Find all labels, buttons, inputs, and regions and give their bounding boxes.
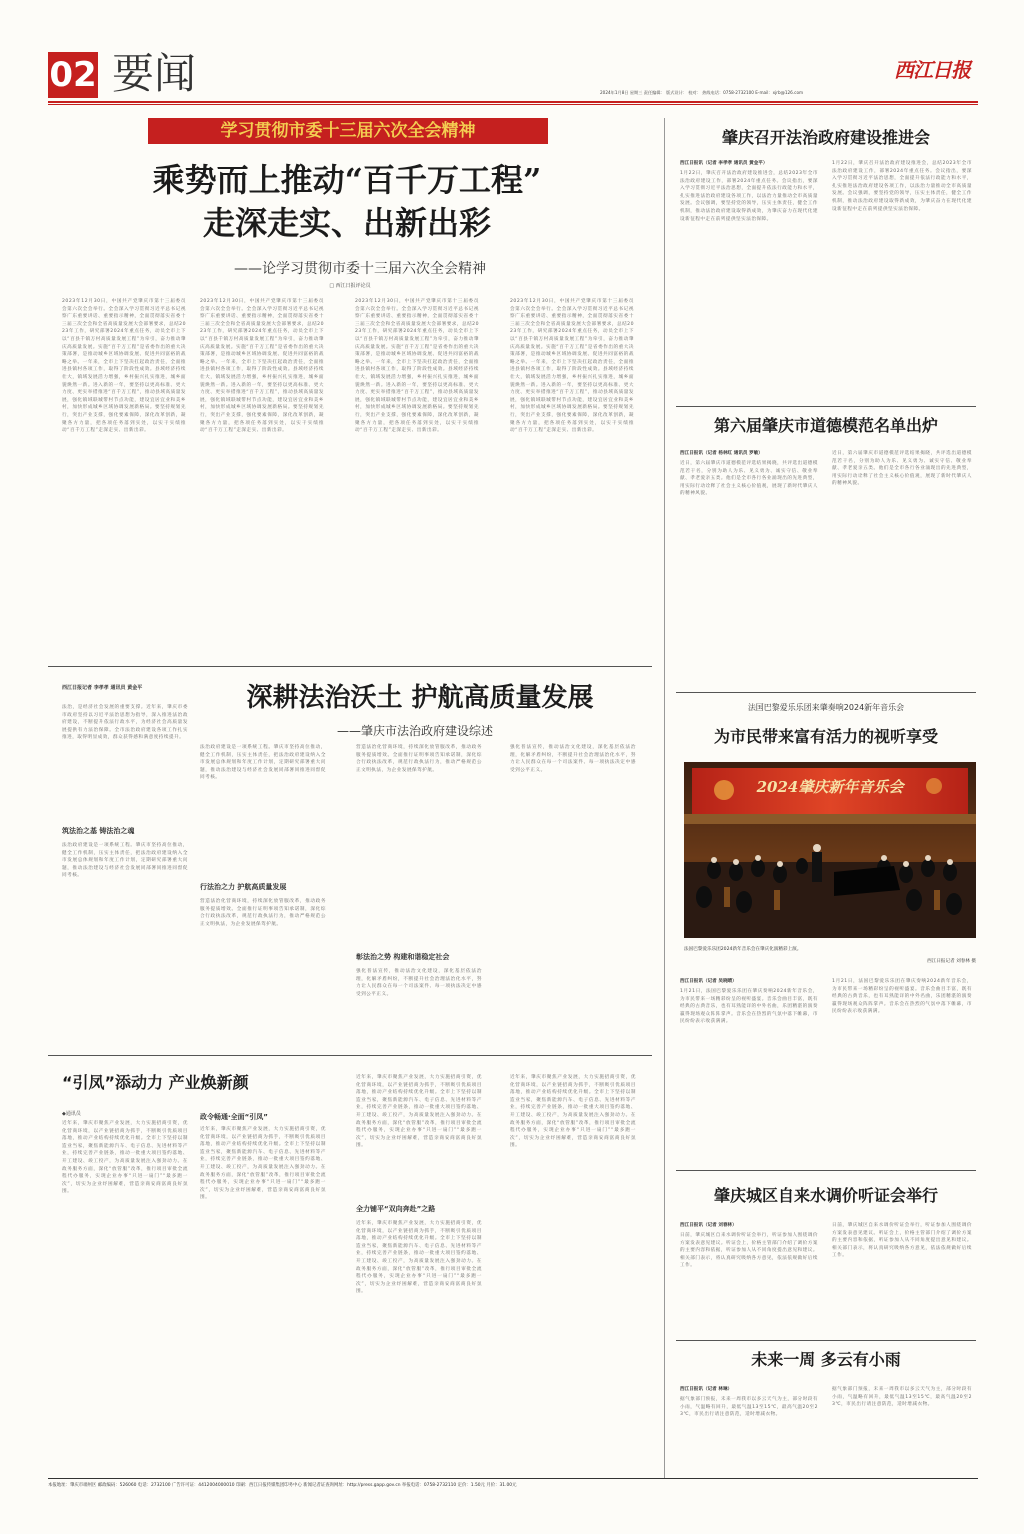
right-article2-col2: 近日，第六届肇庆市道德模范评选结果揭晓，共评选出道德模范若干名，分别为助人为乐、见义勇为、诚实守信、敬业奉献、孝老爱亲五类。他们是全市各行各业涌现出的先进典型，用实际行动诠释了社会主义核心价值观，展现了新时代肇庆人的精神风貌。 (832, 451, 972, 487)
right-article5-headline: 未来一周 多云有小雨 (751, 1350, 901, 1369)
right-article4-col2: 日前，肇庆城区自来水调价听证会举行，听证参加人围绕调价方案发表意见建议。听证会上，价格主管部门介绍了调价方案的主要内容和依据，听证参加人从不同角度提出意见和建议。相关部门表示，将认真研究吸纳各方意见，依法依规做好后续工作。 (832, 1223, 972, 1259)
right-article3-col2: 1月21日，法国巴黎爱乐乐团在肇庆奏响2024新年音乐会，为市民带来一场精彩纷呈的视听盛宴。音乐会曲目丰富，既有经典的古典音乐，也有耳熟能详的中外名曲，乐团精湛的演奏赢得现场观众阵阵掌声。音乐会在热烈的气氛中落下帷幕，市民纷纷表示收获满满。 (832, 979, 972, 1015)
right-divider-3 (676, 1170, 976, 1171)
right-article3-kicker: 法国巴黎爱乐乐团来肇奏响2024新年音乐会 (747, 703, 905, 712)
right-article5-col2: 据气象部门预报，未来一周我市以多云天气为主，部分时段有小雨，气温略有回升，最低气温13至15℃，最高气温20至23℃，市民出行请注意防范，适时增减衣物。 (832, 1387, 972, 1408)
right-article3-byline: 西江日报讯（记者 吴晓晴） (680, 979, 737, 984)
header-rule-thin (48, 104, 978, 105)
lead-body-col2: 2023年12月30日，中国共产党肇庆市第十三届委员会第六次全会举行。全会深入学习贯彻习近平总书记视察广东重要讲话、重要指示精神，全面贯彻落实省委十三届三次全会和全省高质量发展大会部署要求，总结2023年工作，研究部署2024年重点任务，动员全市上下以“百县千镇万村高质量发展工程”为牵引，奋力推动肇庆高质量发展。实施“百千万工程”是省委作出的重大决策部署，是推动城乡区域协调发展、促进共同富裕的战略之举。一年来，全市上下坚决扛起政治责任，全面推进县镇村各项工作，取得了阶段性成效。县域经济持续壮大，镇域发展活力增强，乡村振兴扎实推进，城乡面貌焕然一新。进入新的一年，要坚持以更高标准、更大力度、更实举措推进“百千万工程”，推动县域高质量发展，强化镇域联城带村节点功能，建设宜居宜业和美乡村，加快形成城乡区域协调发展新格局。要坚持规划先行，突出产业支撑，强化要素保障，深化改革创新，凝聚各方力量，把各项任务落到实处，以实干实绩推动“百千万工程”走深走实、出新出彩。 (200, 299, 324, 434)
lead-byline: □ 西江日报评论员 (329, 283, 371, 289)
footer-rule (48, 1478, 978, 1479)
law-body-col3: 营造法治化营商环境，持续深化放管服改革，推动政务服务提质增效。全面推行证明事项告知承诺制，深化综合行政执法改革，规范行政执法行为，推动严格规范公正文明执法，为企业发展保驾护航。 (356, 745, 482, 773)
header-info: 2024年1月8日 星期三 责任编辑： 版式设计： 校对： 热线电话：0758-2732100 E-mail：xjrb@126.com (600, 90, 804, 95)
law-section-heading-3: 彰法治之势 构建和谐稳定社会 (356, 953, 450, 961)
industry-headline: “引凤”添动力 产业焕新颜 (62, 1073, 249, 1092)
industry-byline: ◆通讯员 (62, 1111, 81, 1117)
right-article2-byline: 西江日报讯（记者 杨林红 通讯员 罗敏） (680, 451, 763, 456)
right-article4-col1: 日前，肇庆城区自来水调价听证会举行，听证参加人围绕调价方案发表意见建议。听证会上，价格主管部门介绍了调价方案的主要内容和依据，听证参加人从不同角度提出意见和建议。相关部门表示，将认真研究吸纳各方意见，依法依规做好后续工作。 (680, 1233, 818, 1269)
right-article2-col1: 近日，第六届肇庆市道德模范评选结果揭晓，共评选出道德模范若干名，分别为助人为乐、见义勇为、诚实守信、敬业奉献、孝老爱亲五类。他们是全市各行各业涌现出的先进典型，用实际行动诠释了社会主义核心价值观，展现了新时代肇庆人的精神风貌。 (680, 461, 818, 497)
page-number-box (48, 52, 98, 98)
right-article5-col1: 据气象部门预报，未来一周我市以多云天气为主，部分时段有小雨，气温略有回升，最低气温13至15℃，最高气温20至23℃，市民出行请注意防范，适时增减衣物。 (680, 1397, 818, 1418)
law-section-heading-1: 筑法治之基 铸法治之魂 (62, 827, 135, 835)
right-article1-byline: 西江日报讯（记者 李孝孝 通讯员 黄金平） (680, 161, 768, 166)
law-section-body-1: 法治政府建设是一项系统工程。肇庆市坚持高位推动，健全工作机制，压实主体责任，把法治政府建设纳入全市发展总体规划和年度工作计划，定期研究部署重大问题，推动法治建设与经济社会发展同部署同推进同督促同考核。 (62, 843, 188, 879)
right-article2-headline: 第六届肇庆市道德模范名单出炉 (713, 416, 938, 435)
law-section-body-2: 营造法治化营商环境，持续深化放管服改革，推动政务服务提质增效。全面推行证明事项告知承诺制，深化综合行政执法改革，规范行政执法行为，推动严格规范公正文明执法，为企业发展保驾护航。 (200, 899, 326, 927)
right-divider-2 (676, 692, 976, 693)
topic-banner: 学习贯彻市委十三届六次全会精神 (148, 118, 548, 144)
lead-body-col1: 2023年12月30日，中国共产党肇庆市第十三届委员会第六次全会举行。全会深入学习贯彻习近平总书记视察广东重要讲话、重要指示精神，全面贯彻落实省委十三届三次全会和全省高质量发展大会部署要求，总结2023年工作，研究部署2024年重点任务，动员全市上下以“百县千镇万村高质量发展工程”为牵引，奋力推动肇庆高质量发展。实施“百千万工程”是省委作出的重大决策部署，是推动城乡区域协调发展、促进共同富裕的战略之举。一年来，全市上下坚决扛起政治责任，全面推进县镇村各项工作，取得了阶段性成效。县域经济持续壮大，镇域发展活力增强，乡村振兴扎实推进，城乡面貌焕然一新。进入新的一年，要坚持以更高标准、更大力度、更实举措推进“百千万工程”，推动县域高质量发展，强化镇域联城带村节点功能，建设宜居宜业和美乡村，加快形成城乡区域协调发展新格局。要坚持规划先行，突出产业支撑，强化要素保障，深化改革创新，凝聚各方力量，把各项任务落到实处，以实干实绩推动“百千万工程”走深走实、出新出彩。 (62, 299, 186, 434)
right-article4-headline: 肇庆城区自来水调价听证会举行 (713, 1186, 938, 1205)
law-headline: 深耕法治沃土 护航高质量发展 (246, 683, 594, 713)
law-section-heading-2: 行法治之力 护航高质量发展 (200, 883, 287, 891)
lead-headline-line1: 乘势而上推动“百千万工程” (152, 161, 542, 199)
concert-photo-caption: 法国巴黎爱乐乐团2024新年音乐会在肇庆化演精彩上演。 (684, 947, 802, 952)
lead-subtitle: ——论学习贯彻市委十三届六次全会精神 (234, 261, 486, 277)
lead-body-col3: 2023年12月30日，中国共产党肇庆市第十三届委员会第六次全会举行。全会深入学习贯彻习近平总书记视察广东重要讲话、重要指示精神，全面贯彻落实省委十三届三次全会和全省高质量发展大会部署要求，总结2023年工作，研究部署2024年重点任务，动员全市上下以“百县千镇万村高质量发展工程”为牵引，奋力推动肇庆高质量发展。实施“百千万工程”是省委作出的重大决策部署，是推动城乡区域协调发展、促进共同富裕的战略之举。一年来，全市上下坚决扛起政治责任，全面推进县镇村各项工作，取得了阶段性成效。县域经济持续壮大，镇域发展活力增强，乡村振兴扎实推进，城乡面貌焕然一新。进入新的一年，要坚持以更高标准、更大力度、更实举措推进“百千万工程”，推动县域高质量发展，强化镇域联城带村节点功能，建设宜居宜业和美乡村，加快形成城乡区域协调发展新格局。要坚持规划先行，突出产业支撑，强化要素保障，深化改革创新，凝聚各方力量，把各项任务落到实处，以实干实绩推动“百千万工程”走深走实、出新出彩。 (355, 299, 479, 434)
industry-body-col2: 近年来，肇庆市聚焦产业发展，大力实施招商引资，优化营商环境，以产业链招商为抓手，不断吸引优质项目落地，推动产业结构持续优化升级。全市上下坚持以制造业当家，聚焦新能源汽车、电子信息、先进材料等产业，持续完善产业链条，推动一批重大项目签约落地、开工建设、竣工投产，为高质量发展注入强劲动力。在政务服务方面，深化“放管服”改革，推行项目审批全流程代办服务，实现企业办事“只进一扇门”“最多跑一次”，切实为企业纾困解难，营造亲商安商富商良好氛围。 (200, 1127, 326, 1201)
right-article1-col1: 1月22日，肇庆召开法治政府建设推进会，总结2023年全市法治政府建设工作，部署2024年重点任务。会议指出，要深入学习贯彻习近平法治思想，全面提升依法行政能力和水平，扎实推进法治政府建设各项工作，以法治力量推动全市高质量发展。会议强调，要坚持党的领导，压实主体责任，健全工作机制，推动法治政府建设取得新成效，为肇庆奋力在现代化建设新征程中走在前列提供坚实法治保障。 (680, 171, 818, 222)
right-article5-byline: 西江日报讯（记者 林琳） (680, 1387, 733, 1392)
column-separator (664, 118, 665, 1478)
industry-section-heading-2: 全力铺平“双向奔赴”之路 (356, 1205, 436, 1213)
right-divider-4 (676, 1340, 976, 1341)
page-number: 02 (49, 55, 97, 95)
industry-body-col4: 近年来，肇庆市聚焦产业发展，大力实施招商引资，优化营商环境，以产业链招商为抓手，不断吸引优质项目落地，推动产业结构持续优化升级。全市上下坚持以制造业当家，聚焦新能源汽车、电子信息、先进材料等产业，持续完善产业链条，推动一批重大项目签约落地、开工建设、竣工投产，为高质量发展注入强劲动力。在政务服务方面，深化“放管服”改革，推行项目审批全流程代办服务，实现企业办事“只进一扇门”“最多跑一次”，切实为企业纾困解难，营造亲商安商富商良好氛围。 (510, 1075, 636, 1149)
header-rule (48, 101, 978, 103)
concert-photo (684, 762, 976, 938)
section-title: 要闻 (112, 49, 197, 98)
right-article3-col1: 1月21日，法国巴黎爱乐乐团在肇庆奏响2024新年音乐会，为市民带来一场精彩纷呈的视听盛宴。音乐会曲目丰富，既有经典的古典音乐，也有耳熟能详的中外名曲，乐团精湛的演奏赢得现场观众阵阵掌声。音乐会在热烈的气氛中落下帷幕，市民纷纷表示收获满满。 (680, 989, 818, 1025)
lead-headline-line2: 走深走实、出新出彩 (202, 204, 491, 242)
law-section-body-3: 强化普法宣传，推动法治文化建设，深化基层依法治理，化解矛盾纠纷，不断提升社会治理法治化水平，努力让人民群众在每一个司法案件、每一项执法决定中感受到公平正义。 (356, 969, 482, 997)
industry-section-heading-1: 政令畅通·全面“引凤” (200, 1113, 268, 1121)
law-subtitle: ——肇庆市法治政府建设综述 (336, 724, 493, 738)
right-article3-headline: 为市民带来富有活力的视听享受 (713, 727, 938, 746)
lead-divider (48, 666, 652, 667)
lead-body-col4: 2023年12月30日，中国共产党肇庆市第十三届委员会第六次全会举行。全会深入学习贯彻习近平总书记视察广东重要讲话、重要指示精神，全面贯彻落实省委十三届三次全会和全省高质量发展大会部署要求，总结2023年工作，研究部署2024年重点任务，动员全市上下以“百县千镇万村高质量发展工程”为牵引，奋力推动肇庆高质量发展。实施“百千万工程”是省委作出的重大决策部署，是推动城乡区域协调发展、促进共同富裕的战略之举。一年来，全市上下坚决扛起政治责任，全面推进县镇村各项工作，取得了阶段性成效。县域经济持续壮大，镇域发展活力增强，乡村振兴扎实推进，城乡面貌焕然一新。进入新的一年，要坚持以更高标准、更大力度、更实举措推进“百千万工程”，推动县域高质量发展，强化镇域联城带村节点功能，建设宜居宜业和美乡村，加快形成城乡区域协调发展新格局。要坚持规划先行，突出产业支撑，强化要素保障，深化改革创新，凝聚各方力量，把各项任务落到实处，以实干实绩推动“百千万工程”走深走实、出新出彩。 (510, 299, 634, 434)
newspaper-logo: 西江日报 (894, 58, 970, 82)
law-intro: 法治，是经济社会发展的重要支撑。近年来，肇庆市委市政府坚持以习近平法治思想为指导，深入推进法治政府建设，不断提升依法行政水平，为经济社会高质量发展提供有力法治保障。全市法治政府建设各项工作扎实推进，取得明显成效，群众获得感和满意度持续提升。 (62, 705, 188, 741)
concert-photo-credit: 西江日报记者 刘春林 摄 (927, 959, 976, 964)
industry-body-col3b: 近年来，肇庆市聚焦产业发展，大力实施招商引资，优化营商环境，以产业链招商为抓手，不断吸引优质项目落地，推动产业结构持续优化升级。全市上下坚持以制造业当家，聚焦新能源汽车、电子信息、先进材料等产业，持续完善产业链条，推动一批重大项目签约落地、开工建设、竣工投产，为高质量发展注入强劲动力。在政务服务方面，深化“放管服”改革，推行项目审批全流程代办服务，实现企业办事“只进一扇门”“最多跑一次”，切实为企业纾困解难，营造亲商安商富商良好氛围。 (356, 1221, 482, 1295)
right-article4-byline: 西江日报讯（记者 刘春林） (680, 1223, 737, 1228)
law-body-col2: 法治政府建设是一项系统工程。肇庆市坚持高位推动，健全工作机制，压实主体责任，把法治政府建设纳入全市发展总体规划和年度工作计划，定期研究部署重大问题，推动法治建设与经济社会发展同部署同推进同督促同考核。 (200, 745, 326, 781)
right-article1-headline: 肇庆召开法治政府建设推进会 (721, 128, 930, 147)
footer-info: 本报地址：肇庆市端州区 邮政编码：526060 电话：2732100 广告许可证：4412004000010 印刷：西江日报传媒集团印务中心 新闻记者证查询网址：http://press.gapp.gov.cn 举报电话：0758-2732110 定价：1.50元 月价：31.00元 (48, 1483, 517, 1488)
industry-body-col3a: 近年来，肇庆市聚焦产业发展，大力实施招商引资，优化营商环境，以产业链招商为抓手，不断吸引优质项目落地，推动产业结构持续优化升级。全市上下坚持以制造业当家，聚焦新能源汽车、电子信息、先进材料等产业，持续完善产业链条，推动一批重大项目签约落地、开工建设、竣工投产，为高质量发展注入强劲动力。在政务服务方面，深化“放管服”改革，推行项目审批全流程代办服务，实现企业办事“只进一扇门”“最多跑一次”，切实为企业纾困解难，营造亲商安商富商良好氛围。 (356, 1075, 482, 1149)
right-article1-col2: 1月22日，肇庆召开法治政府建设推进会，总结2023年全市法治政府建设工作，部署2024年重点任务。会议指出，要深入学习贯彻习近平法治思想，全面提升依法行政能力和水平，扎实推进法治政府建设各项工作，以法治力量推动全市高质量发展。会议强调，要坚持党的领导，压实主体责任，健全工作机制，推动法治政府建设取得新成效，为肇庆奋力在现代化建设新征程中走在前列提供坚实法治保障。 (832, 161, 972, 212)
concert-photo-banner: 2024肇庆新年音乐会 (756, 778, 904, 796)
right-divider-1 (676, 406, 976, 407)
law-body-col4: 强化普法宣传，推动法治文化建设，深化基层依法治理，化解矛盾纠纷，不断提升社会治理法治化水平，努力让人民群众在每一个司法案件、每一项执法决定中感受到公平正义。 (510, 745, 636, 773)
law-divider (48, 1055, 652, 1056)
industry-body-col1: 近年来，肇庆市聚焦产业发展，大力实施招商引资，优化营商环境，以产业链招商为抓手，不断吸引优质项目落地，推动产业结构持续优化升级。全市上下坚持以制造业当家，聚焦新能源汽车、电子信息、先进材料等产业，持续完善产业链条，推动一批重大项目签约落地、开工建设、竣工投产，为高质量发展注入强劲动力。在政务服务方面，深化“放管服”改革，推行项目审批全流程代办服务，实现企业办事“只进一扇门”“最多跑一次”，切实为企业纾困解难，营造亲商安商富商良好氛围。 (62, 1121, 188, 1195)
law-byline: 西江日报记者 李孝孝 通讯员 黄金平 (62, 685, 143, 691)
